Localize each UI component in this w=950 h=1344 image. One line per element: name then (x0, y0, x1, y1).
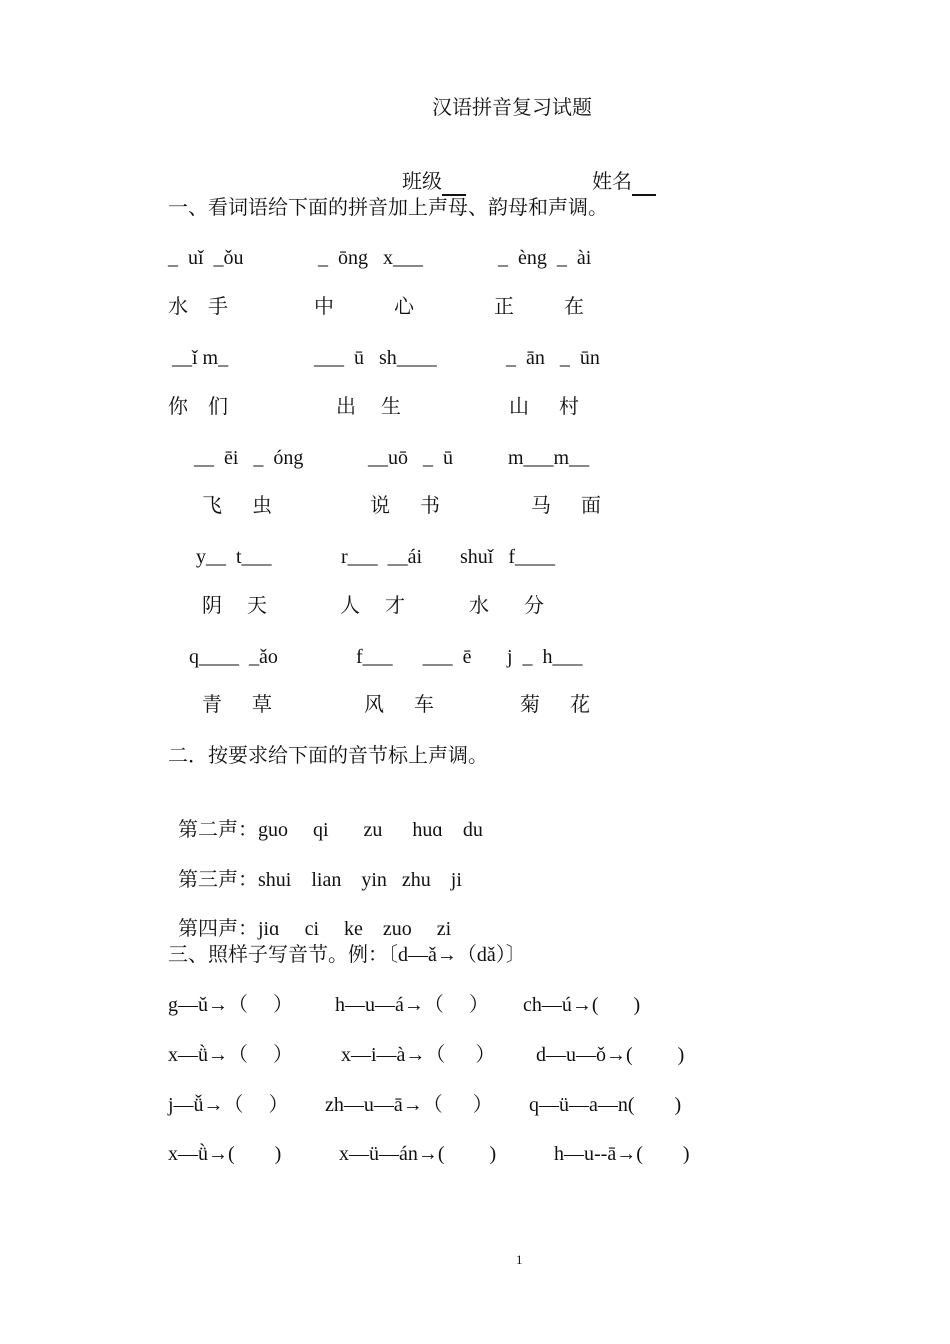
name-blank (632, 170, 656, 196)
hanzi-word: 菊 花 (520, 694, 590, 716)
hanzi-word: 正 在 (494, 296, 584, 318)
spelling-item: x—ü—án→( ) (339, 1143, 497, 1165)
spelling-item: g—ǔ→（ ） (168, 994, 293, 1016)
pinyin-item: r___ __ái (341, 546, 423, 568)
pinyin-item: j _ h___ (507, 646, 583, 668)
name-field (582, 146, 656, 196)
tone-syllables: guo qi zu huɑ du (258, 819, 483, 841)
tone-syllables: jiɑ ci ke zuo zi (258, 918, 452, 940)
class-label: 班级 (402, 171, 442, 193)
spelling-item: x—ǜ→( ) (168, 1143, 282, 1165)
section1-instruction: 一、看词语给下面的拼音加上声母、韵母和声调。 (168, 197, 608, 219)
pinyin-item: _ uǐ _ǒu (168, 247, 244, 269)
spelling-item: q—ü—a—n( ) (529, 1094, 682, 1116)
spelling-item: zh—u—ā→（ ） (325, 1094, 493, 1116)
pinyin-item: __ǐ m_ (172, 347, 229, 369)
tone-row (168, 844, 462, 892)
pinyin-item: ___ ū sh____ (314, 347, 437, 369)
pinyin-item: shuǐ f____ (460, 546, 555, 568)
hanzi-word: 你 们 (168, 396, 228, 418)
tone-label: 第三声： (178, 869, 258, 891)
spelling-item: h—u—á→（ ） (335, 994, 489, 1016)
pinyin-item: _ èng _ ài (498, 247, 592, 269)
pinyin-item: m___m__ (508, 447, 590, 469)
hanzi-word: 水 分 (469, 595, 544, 617)
pinyin-item: f___ ___ ē (356, 646, 472, 668)
pinyin-item: y__ t___ (196, 546, 272, 568)
tone-label: 第二声： (178, 819, 258, 841)
hanzi-word: 风 车 (364, 694, 434, 716)
hanzi-word: 山 村 (509, 396, 579, 418)
spelling-item: j—ǚ→（ ） (168, 1094, 289, 1116)
pinyin-item: __uō _ ū (368, 447, 453, 469)
section3-instruction: 三、照样子写音节。例：〔d—ǎ→（dǎ）〕 (168, 944, 526, 966)
hanzi-word: 阴 天 (202, 595, 267, 617)
spelling-item: ch—ú→( ) (523, 994, 641, 1016)
spelling-item: x—ǜ→（ ） (168, 1044, 293, 1066)
pinyin-item: q____ _ǎo (189, 646, 278, 668)
spelling-item: d—u—ǒ→( ) (536, 1044, 685, 1066)
page-number: 1 (516, 1252, 523, 1267)
pinyin-item: _ ān _ ūn (506, 347, 600, 369)
hanzi-word: 马 面 (531, 495, 601, 517)
pinyin-item: _ ōng x___ (318, 247, 423, 269)
tone-row (168, 893, 451, 941)
page-title: 汉语拼音复习试题 (432, 97, 592, 119)
hanzi-word: 说 书 (370, 495, 440, 517)
class-field (392, 146, 466, 196)
hanzi-word: 中 心 (314, 296, 414, 318)
tone-row (168, 794, 483, 842)
class-blank (442, 170, 466, 196)
hanzi-word: 青 草 (202, 694, 272, 716)
hanzi-word: 人 才 (340, 595, 405, 617)
hanzi-word: 出 生 (336, 396, 401, 418)
tone-label: 第四声： (178, 918, 258, 940)
hanzi-word: 水 手 (168, 296, 228, 318)
hanzi-word: 飞 虫 (202, 495, 272, 517)
pinyin-item: __ ēi _ óng (194, 447, 304, 469)
spelling-item: h—u--ā→( ) (554, 1143, 690, 1165)
section2-instruction: 二．按要求给下面的音节标上声调。 (168, 745, 488, 767)
name-label: 姓名 (592, 171, 632, 193)
spelling-item: x—i—à→（ ） (341, 1044, 496, 1066)
tone-syllables: shui lian yin zhu ji (258, 869, 462, 891)
